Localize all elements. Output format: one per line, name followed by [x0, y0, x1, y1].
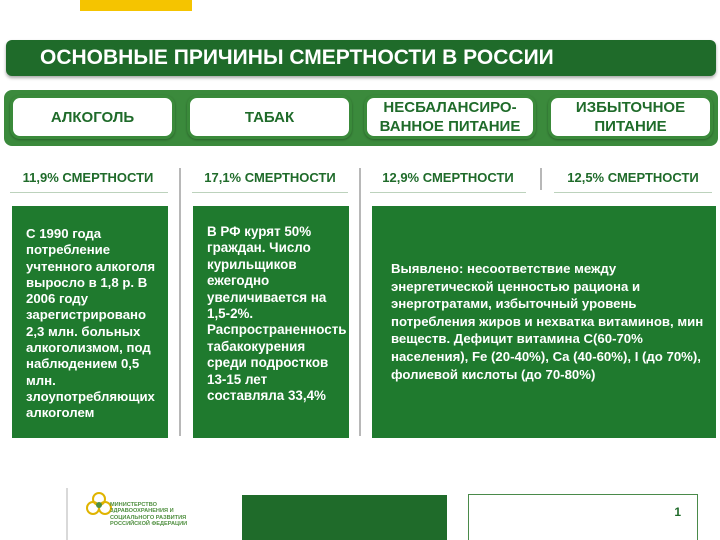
stat-unbalanced-nutrition: 12,9% СМЕРТНОСТИ	[382, 170, 514, 185]
category-label: ИЗБЫТОЧНОЕ ПИТАНИЕ	[575, 99, 686, 135]
footer-page-box	[468, 494, 698, 540]
footer-green-block	[242, 495, 447, 540]
alcohol-info-block	[12, 206, 168, 438]
tobacco-info-block	[193, 206, 349, 438]
page-number: 1	[674, 505, 681, 519]
category-label: НЕСБАЛАНСИРО-ВАННОЕ ПИТАНИЕ	[379, 99, 521, 135]
category-label: ТАБАК	[244, 108, 295, 126]
footer-divider	[66, 488, 68, 540]
nutrition-info-block	[372, 206, 716, 438]
column-separator	[179, 168, 181, 436]
stat-excess-nutrition: 12,5% СМЕРТНОСТИ	[567, 170, 699, 185]
category-alcohol	[10, 95, 175, 139]
stat-divider	[370, 192, 526, 193]
alcohol-info-text: С 1990 года потребление учтенного алкоголя выросло в 1,8 р. В 2006 году зарегистрировано 2,3 млн. больных алкоголизмом, под наблюдением 0,5 млн. злоупотребляющих алкоголем	[26, 226, 156, 421]
ministry-logo	[78, 488, 198, 540]
stat-alcohol: 11,9% СМЕРТНОСТИ	[22, 170, 154, 185]
nutrition-info-text: Выявлено: несоответствие между энергетической ценностью рациона и энерготратами, избыточный уровень потребления жиров и нехватка витаминов, мин веществ. Дефицит витамина С(60-70% населения), Fe (20-40%), Ca (40-60%), I (до 70%), фолиевой кислоты (до 70-80%)	[391, 261, 704, 382]
top-accent-bar	[80, 0, 192, 11]
stat-tobacco: 17,1% СМЕРТНОСТИ	[204, 170, 336, 185]
ministry-name: МИНИСТЕРСТВО ЗДРАВООХРАНЕНИЯ И СОЦИАЛЬНОГО РАЗВИТИЯ РОССИЙСКОЙ ФЕДЕРАЦИИ	[110, 502, 188, 528]
stat-divider	[192, 192, 348, 193]
category-tobacco	[187, 95, 352, 139]
column-separator	[540, 168, 542, 190]
tobacco-info-text: В РФ курят 50% граждан. Число курильщиков ежегодно увеличивается на 1,5-2%. Распространенность табакокурения среди подростков 13-15 лет составляла 33,4%	[207, 224, 347, 404]
column-separator	[359, 168, 361, 436]
category-unbalanced-nutrition	[364, 95, 536, 139]
stat-divider	[554, 192, 712, 193]
page-title: ОСНОВНЫЕ ПРИЧИНЫ СМЕРТНОСТИ В РОССИИ	[6, 40, 716, 76]
stat-divider	[10, 192, 168, 193]
category-excess-nutrition	[548, 95, 713, 139]
category-label: АЛКОГОЛЬ	[50, 108, 135, 126]
